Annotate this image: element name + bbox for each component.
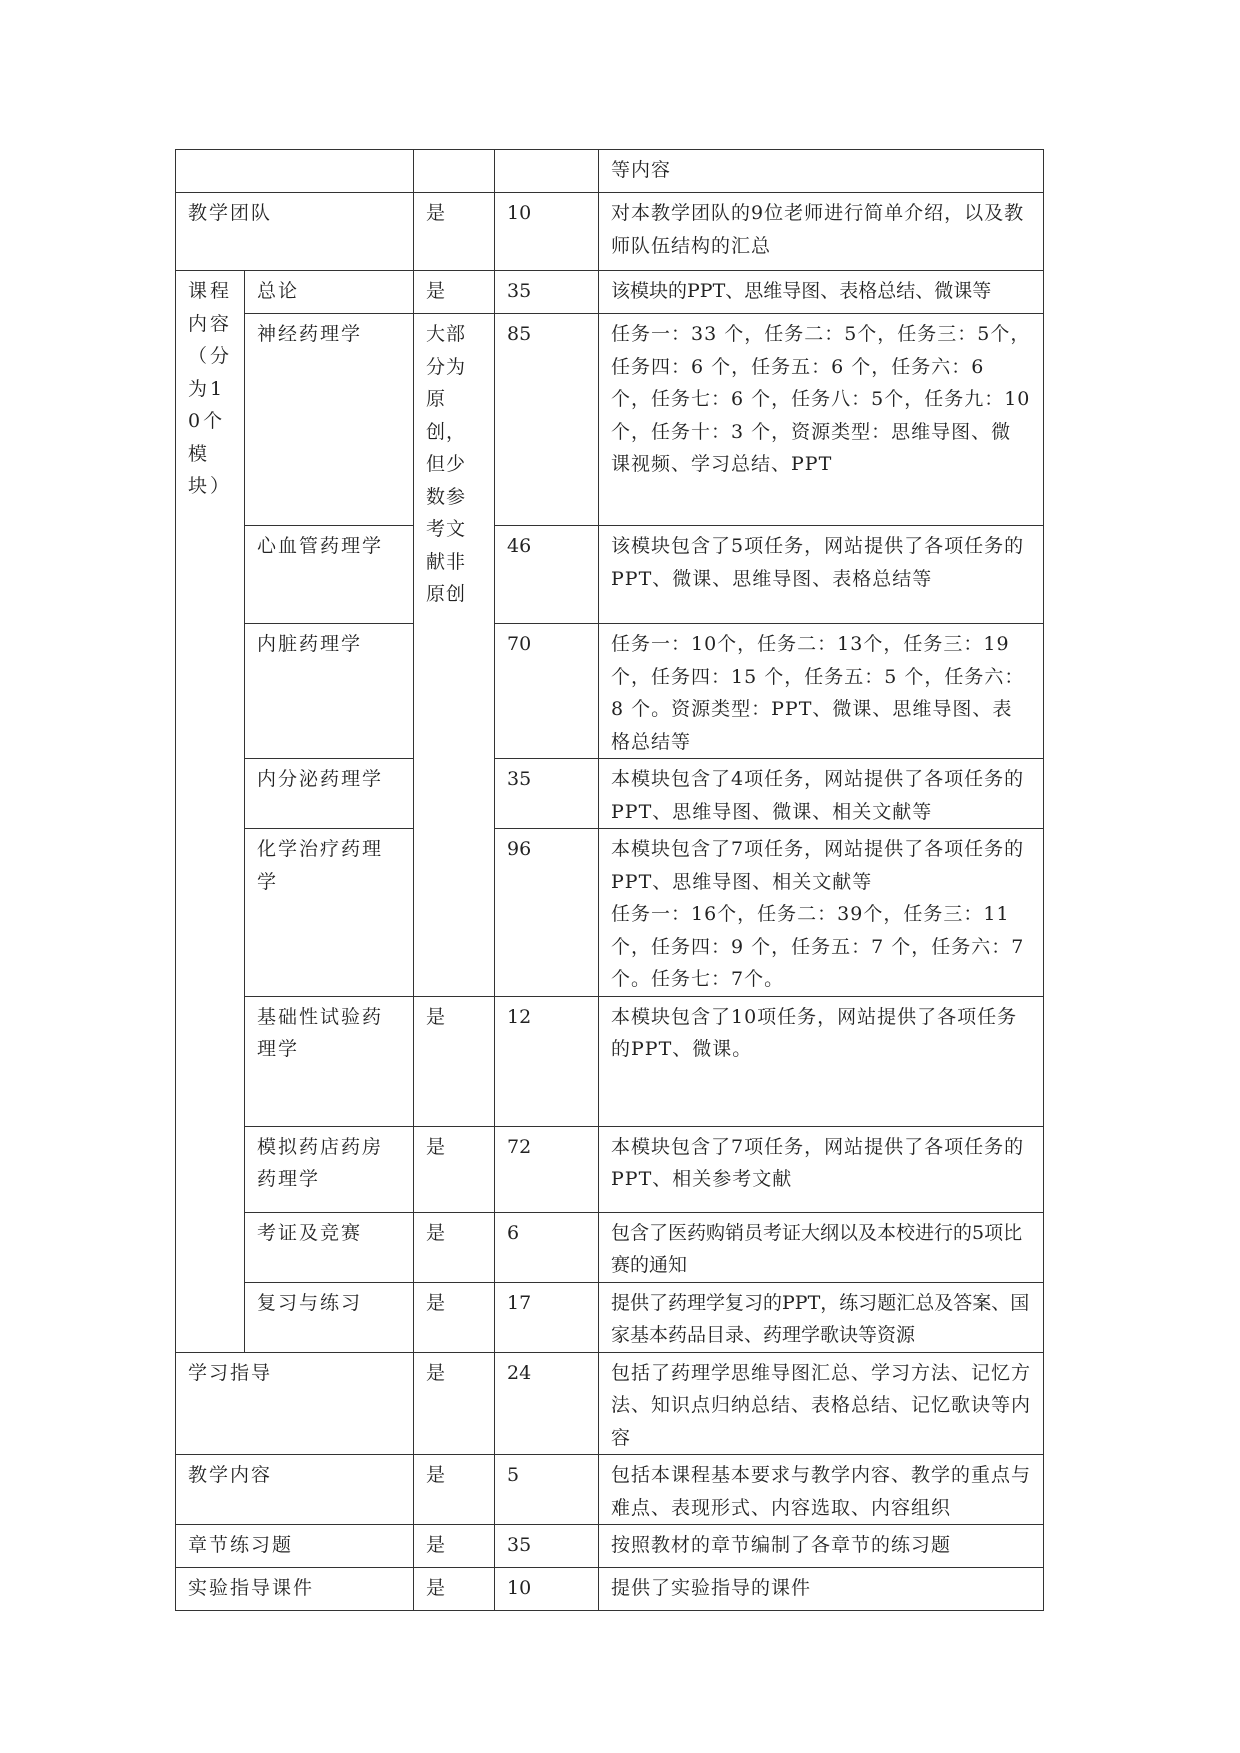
- table-row: [176, 1455, 1044, 1525]
- resource-table: [175, 149, 1044, 1611]
- module-name: 内分泌药理学: [245, 759, 414, 829]
- name-cell: 教学内容: [176, 1455, 414, 1525]
- original-cell: 是: [414, 271, 495, 314]
- name-cell: [176, 150, 414, 193]
- desc-line: 本模块包含了7项任务，网站提供了各项任务的PPT、思维导图、相关文献等: [611, 838, 1025, 893]
- module-name: 内脏药理学: [245, 624, 414, 759]
- table-row: [176, 1212, 1044, 1282]
- original-cell: 是: [414, 1455, 495, 1525]
- original-cell: 是: [414, 193, 495, 271]
- count-cell: 5: [495, 1455, 599, 1525]
- table-row: [176, 1352, 1044, 1455]
- original-cell: 是: [414, 1352, 495, 1455]
- count-cell: 35: [495, 271, 599, 314]
- count-cell: 85: [495, 314, 599, 526]
- table-row: [176, 829, 1044, 997]
- table-row: [176, 193, 1044, 271]
- original-cell: 是: [414, 1525, 495, 1568]
- desc-cell: 包括本课程基本要求与教学内容、教学的重点与难点、表现形式、内容选取、内容组织: [599, 1455, 1044, 1525]
- module-name: 考证及竞赛: [245, 1212, 414, 1282]
- name-cell: 章节练习题: [176, 1525, 414, 1568]
- table-row: [176, 1568, 1044, 1611]
- count-cell: 10: [495, 1568, 599, 1611]
- original-cell: 是: [414, 1282, 495, 1352]
- count-cell: 12: [495, 996, 599, 1126]
- module-name: 神经药理学: [245, 314, 414, 526]
- table-row: [176, 1126, 1044, 1212]
- original-note: [414, 314, 495, 997]
- table-row: [176, 1525, 1044, 1568]
- count-cell: 24: [495, 1352, 599, 1455]
- desc-cell: [599, 829, 1044, 997]
- module-name: 模拟药店药房药理学: [245, 1126, 414, 1212]
- course-group-label: 课程内容（分为10个模块）: [176, 271, 245, 1353]
- table-row: [176, 759, 1044, 829]
- original-cell: 是: [414, 1126, 495, 1212]
- desc-cell: 包含了医药购销员考证大纲以及本校进行的5项比赛的通知: [599, 1212, 1044, 1282]
- desc-cell: 按照教材的章节编制了各章节的练习题: [599, 1525, 1044, 1568]
- count-cell: 6: [495, 1212, 599, 1282]
- table-row: [176, 1282, 1044, 1352]
- desc-cell: 包括了药理学思维导图汇总、学习方法、记忆方法、知识点归纳总结、表格总结、记忆歌诀等内容: [599, 1352, 1044, 1455]
- count-cell: 72: [495, 1126, 599, 1212]
- count-cell: [495, 150, 599, 193]
- module-name: 总论: [245, 271, 414, 314]
- count-cell: 46: [495, 526, 599, 624]
- name-cell: 教学团队: [176, 193, 414, 271]
- table-row: [176, 150, 1044, 193]
- module-name: 化学治疗药理学: [245, 829, 414, 997]
- table-row: [176, 624, 1044, 759]
- count-cell: 35: [495, 1525, 599, 1568]
- count-cell: 70: [495, 624, 599, 759]
- table-row: [176, 314, 1044, 526]
- table-row: [176, 526, 1044, 624]
- desc-line: 任务一：16个，任务二：39个，任务三：11个，任务四：9 个，任务五：7 个，任务六：7 个。任务七：7个。: [611, 903, 1025, 990]
- name-cell: 学习指导: [176, 1352, 414, 1455]
- count-cell: 17: [495, 1282, 599, 1352]
- count-cell: 35: [495, 759, 599, 829]
- desc-cell: 本模块包含了10项任务，网站提供了各项任务的PPT、微课。: [599, 996, 1044, 1126]
- desc-cell: 本模块包含了4项任务，网站提供了各项任务的PPT、思维导图、微课、相关文献等: [599, 759, 1044, 829]
- table-row: [176, 996, 1044, 1126]
- table-row: [176, 271, 1044, 314]
- module-name: 基础性试验药理学: [245, 996, 414, 1126]
- original-cell: 是: [414, 1568, 495, 1611]
- desc-cell: 提供了实验指导的课件: [599, 1568, 1044, 1611]
- count-cell: 96: [495, 829, 599, 997]
- module-name: 复习与练习: [245, 1282, 414, 1352]
- desc-cell: 任务一：33 个，任务二：5个，任务三：5个，任务四：6 个，任务五：6 个，任务六：6 个，任务七：6 个，任务八：5个，任务九：10 个，任务十：3 个，资源类型：思维导图、微课视频、学习总结、PPT: [599, 314, 1044, 526]
- original-cell: 是: [414, 1212, 495, 1282]
- name-cell: 实验指导课件: [176, 1568, 414, 1611]
- original-cell: 是: [414, 996, 495, 1126]
- desc-cell: 该模块的PPT、思维导图、表格总结、微课等: [599, 271, 1044, 314]
- original-cell: [414, 150, 495, 193]
- desc-cell: 本模块包含了7项任务，网站提供了各项任务的PPT、相关参考文献: [599, 1126, 1044, 1212]
- desc-cell: 对本教学团队的9位老师进行简单介绍，以及教师队伍结构的汇总: [599, 193, 1044, 271]
- count-cell: 10: [495, 193, 599, 271]
- desc-cell: 任务一：10个，任务二：13个，任务三：19个，任务四：15 个，任务五：5 个，任务六：8 个。资源类型：PPT、微课、思维导图、表格总结等: [599, 624, 1044, 759]
- module-name: 心血管药理学: [245, 526, 414, 624]
- desc-cell: 提供了药理学复习的PPT，练习题汇总及答案、国家基本药品目录、药理学歌诀等资源: [599, 1282, 1044, 1352]
- original-note-text: 大部分为原创，但少数参考文献非原创: [426, 323, 467, 605]
- desc-cell: 等内容: [599, 150, 1044, 193]
- desc-cell: 该模块包含了5项任务，网站提供了各项任务的PPT、微课、思维导图、表格总结等: [599, 526, 1044, 624]
